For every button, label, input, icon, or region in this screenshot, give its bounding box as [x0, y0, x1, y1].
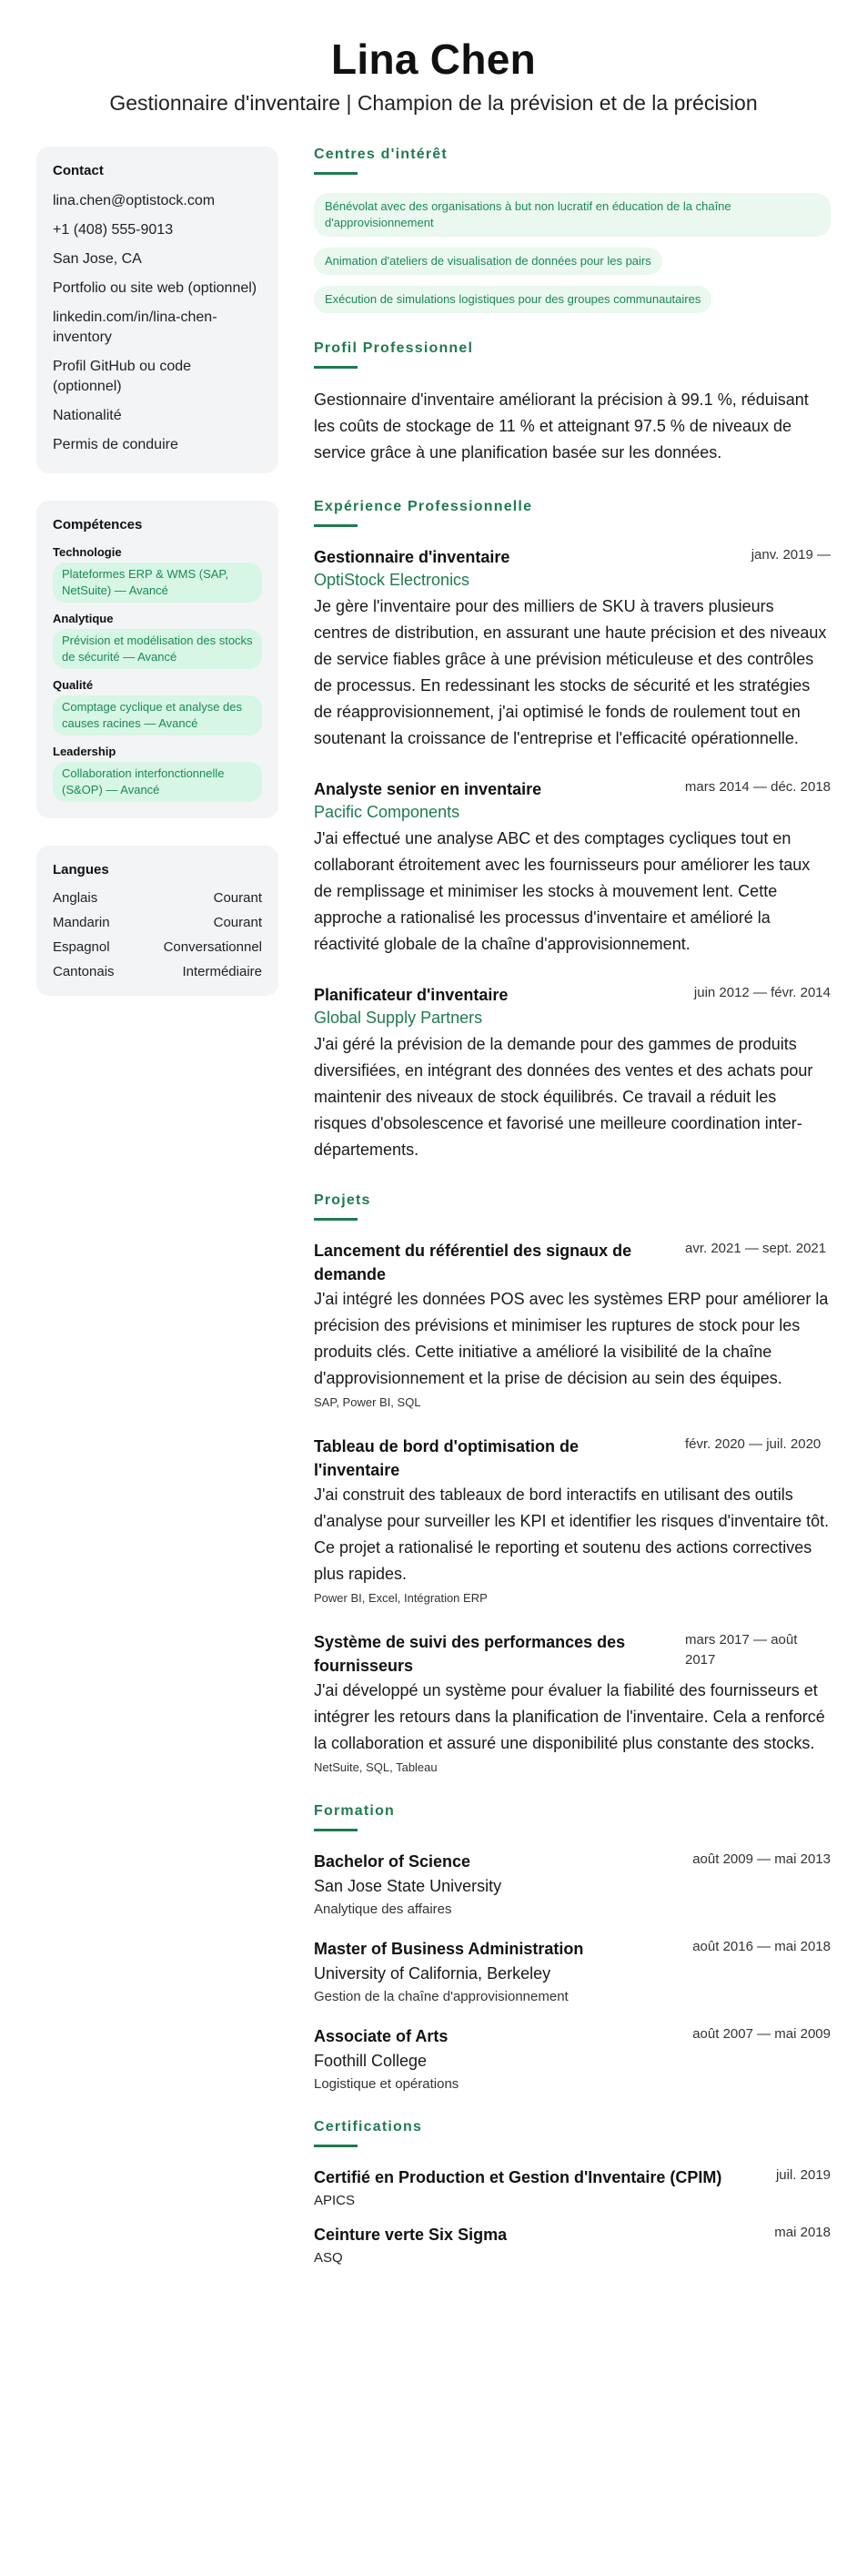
- job-description: J'ai géré la prévision de la demande pour des gammes de produits diversifiées, en intégrant des données des ventes et des achats pour maintenir des niveaux de stock équilibrés. Ce travail a réduit les risques d'obsolescence et favorisé une meilleure coordination inter-départements.: [314, 1035, 813, 1159]
- experience-entry: [314, 777, 831, 958]
- experience-section: [314, 499, 831, 1163]
- project-tech: SAP, Power BI, SQL: [314, 1395, 421, 1409]
- project-name: Tableau de bord d'optimisation de l'inventaire: [314, 1437, 579, 1479]
- interest-pill: Exécution de simulations logistiques pour des groupes communautaires: [314, 286, 711, 313]
- job-date: juin 2012 — févr. 2014: [693, 985, 831, 1000]
- language-name: Mandarin: [53, 915, 110, 930]
- skill-group: [53, 745, 262, 802]
- skill-category: Qualité: [53, 678, 94, 692]
- project-description: J'ai construit des tableaux de bord interactifs en utilisant des outils d'analyse pour surveiller les KPI et identifier les risques d'inventaire tôt. Ce projet a rationalisé le reporting et soutenu des actions correctives plus rapides.: [314, 1486, 830, 1583]
- section-heading: Certifications: [314, 2119, 423, 2135]
- contact-portfolio: Portfolio ou site web (optionnel): [53, 280, 257, 296]
- certification-name: Ceinture verte Six Sigma: [314, 2226, 508, 2244]
- project-date: févr. 2020 — juil. 2020: [685, 1436, 822, 1452]
- language-row: [53, 939, 262, 955]
- languages-card: [36, 846, 278, 996]
- skill-category: Leadership: [53, 745, 116, 758]
- section-heading: Profil Professionnel: [314, 340, 474, 356]
- language-level: Courant: [213, 915, 262, 930]
- job-description: Je gère l'inventaire pour des milliers de SKU à travers plusieurs centres de distribution, en assurant une haute précision et des niveaux de service fiables grâce à une prévision méticuleuse et des contrôles de processus. En redessinant les stocks de sécurité et les stratégies de réapprovisionnement, j'ai optimisé le fonds de roulement tout en soutenant la croissance de l'entreprise et l'efficacité opérationnelle.: [314, 597, 827, 747]
- education-date: août 2009 — mai 2013: [692, 1851, 831, 1867]
- job-description: J'ai effectué une analyse ABC et des comptages cycliques tout en collaborant étroitement avec les fournisseurs pour améliorer les taux de remplissage et minimiser les stocks à mouvement lent. Cette approche a rationalisé les processus d'inventaire et amélioré la réactivité globale de la chaîne d'approvisionnement.: [314, 829, 811, 953]
- job-role: Analyste senior en inventaire: [314, 780, 542, 798]
- language-name: Cantonais: [53, 964, 115, 979]
- language-level: Courant: [213, 890, 262, 906]
- profile-summary: Gestionnaire d'inventaire améliorant la précision à 99.1 %, réduisant les coûts de stockage de 11 % et atteignant 97.5 % de niveaux de service grâce à une planification basée sur les données.: [314, 390, 809, 461]
- language-row: [53, 915, 262, 930]
- section-divider: [314, 524, 358, 527]
- certification-entry: [314, 2223, 831, 2266]
- skill-pill: Comptage cyclique et analyse des causes racines — Avancé: [53, 695, 262, 735]
- section-divider: [314, 1829, 358, 1831]
- project-description: J'ai développé un système pour évaluer la fiabilité des fournisseurs et intégrer les retours dans la planification de l'inventaire. Cela a renforcé la collaboration et assuré une disponibilité plus constante des stocks.: [314, 1681, 825, 1752]
- education-field: Analytique des affaires: [314, 1902, 452, 1917]
- contact-heading: Contact: [53, 163, 104, 178]
- project-tech: Power BI, Excel, Intégration ERP: [314, 1591, 488, 1605]
- contact-phone: +1 (408) 555-9013: [53, 222, 174, 238]
- skill-category: Technologie: [53, 545, 122, 559]
- main-content: [314, 147, 831, 2287]
- certification-date: mai 2018: [774, 2225, 831, 2240]
- education-degree: Bachelor of Science: [314, 1852, 471, 1871]
- job-role: Planificateur d'inventaire: [314, 986, 509, 1004]
- education-entry: [314, 1850, 831, 1917]
- skill-pill: Prévision et modélisation des stocks de sécurité — Avancé: [53, 629, 262, 669]
- skill-pill: Plateformes ERP & WMS (SAP, NetSuite) — Avancé: [53, 563, 262, 603]
- contact-license: Permis de conduire: [53, 437, 178, 452]
- project-name: Système de suivi des performances des fournisseurs: [314, 1633, 626, 1675]
- skill-pill: Collaboration interfonctionnelle (S&OP) — Avancé: [53, 762, 262, 802]
- skill-group: [53, 678, 262, 735]
- education-entry: [314, 1937, 831, 2004]
- interest-pill: Animation d'ateliers de visualisation de données pour les pairs: [314, 248, 662, 275]
- education-school: University of California, Berkeley: [314, 1964, 551, 1983]
- section-heading: Projets: [314, 1192, 371, 1208]
- certifications-section: [314, 2119, 831, 2266]
- contact-nationality: Nationalité: [53, 408, 122, 423]
- skill-group: [53, 612, 262, 669]
- project-entry: [314, 1239, 831, 1409]
- contact-email: lina.chen@optistock.com: [53, 193, 216, 208]
- resume-header: [0, 0, 867, 116]
- project-date: avr. 2021 — sept. 2021: [685, 1241, 827, 1256]
- certification-name: Certifié en Production et Gestion d'Inventaire (CPIM): [314, 2168, 722, 2186]
- project-entry: [314, 1630, 831, 1774]
- projects-section: [314, 1192, 831, 1774]
- education-entry: [314, 2024, 831, 2092]
- education-date: août 2007 — mai 2009: [692, 2026, 831, 2042]
- certification-entry: [314, 2165, 831, 2208]
- language-name: Anglais: [53, 890, 98, 906]
- contact-card: [36, 147, 278, 473]
- project-name: Lancement du référentiel des signaux de demande: [314, 1242, 632, 1283]
- project-description: J'ai intégré les données POS avec les systèmes ERP pour améliorer la précision des prévisions et minimiser les ruptures de stock pour les produits clés. Cette initiative a amélioré la visibilité de la chaîne d'approvisionnement et la prise de décision au sein des équipes.: [314, 1290, 829, 1387]
- section-divider: [314, 2145, 358, 2147]
- certification-issuer: ASQ: [314, 2250, 343, 2266]
- skills-card: [36, 501, 278, 818]
- certification-issuer: APICS: [314, 2193, 356, 2208]
- education-date: août 2016 — mai 2018: [692, 1939, 831, 1954]
- job-company: Global Supply Partners: [314, 1009, 483, 1027]
- experience-entry: [314, 545, 831, 752]
- job-company: OptiStock Electronics: [314, 571, 470, 589]
- education-section: [314, 1803, 831, 2092]
- section-heading: Expérience Professionnelle: [314, 499, 533, 514]
- language-name: Espagnol: [53, 939, 110, 955]
- project-tech: NetSuite, SQL, Tableau: [314, 1760, 438, 1774]
- language-row: [53, 964, 262, 979]
- skill-group: [53, 545, 262, 603]
- interests-section: [314, 147, 831, 313]
- candidate-name: Lina Chen: [330, 35, 537, 83]
- section-divider: [314, 172, 358, 175]
- education-field: Logistique et opérations: [314, 2076, 459, 2092]
- job-role: Gestionnaire d'inventaire: [314, 548, 510, 566]
- section-divider: [314, 366, 358, 369]
- job-date: janv. 2019 —: [751, 547, 831, 563]
- education-degree: Associate of Arts: [314, 2027, 449, 2045]
- language-level: Conversationnel: [163, 939, 262, 955]
- education-school: Foothill College: [314, 2052, 428, 2070]
- education-school: San Jose State University: [314, 1877, 502, 1895]
- languages-heading: Langues: [53, 862, 109, 877]
- job-date: mars 2014 — déc. 2018: [684, 779, 831, 795]
- section-divider: [314, 1218, 358, 1221]
- project-entry: [314, 1435, 831, 1605]
- contact-github: Profil GitHub ou code (optionnel): [53, 359, 192, 394]
- certification-date: juil. 2019: [775, 2167, 831, 2183]
- section-heading: Formation: [314, 1803, 396, 1819]
- profile-section: [314, 340, 831, 466]
- resume-body: [0, 147, 867, 2287]
- education-field: Gestion de la chaîne d'approvisionnement: [314, 1989, 569, 2004]
- skills-heading: Compétences: [53, 517, 143, 532]
- interest-pill: Bénévolat avec des organisations à but non lucratif en éducation de la chaîne d'approvisionnement: [314, 193, 831, 237]
- experience-entry: [314, 983, 831, 1163]
- contact-location: San Jose, CA: [53, 251, 142, 267]
- education-degree: Master of Business Administration: [314, 1940, 584, 1958]
- language-row: [53, 890, 262, 906]
- skill-category: Analytique: [53, 612, 114, 625]
- job-company: Pacific Components: [314, 803, 460, 821]
- sidebar: [36, 147, 278, 2287]
- section-heading: Centres d'intérêt: [314, 147, 448, 162]
- language-level: Intermédiaire: [182, 964, 262, 979]
- candidate-title: Gestionnaire d'inventaire | Champion de la prévision et de la précision: [109, 91, 758, 115]
- contact-linkedin: linkedin.com/in/lina-chen-inventory: [53, 309, 217, 345]
- project-date: mars 2017 — août 2017: [685, 1632, 798, 1668]
